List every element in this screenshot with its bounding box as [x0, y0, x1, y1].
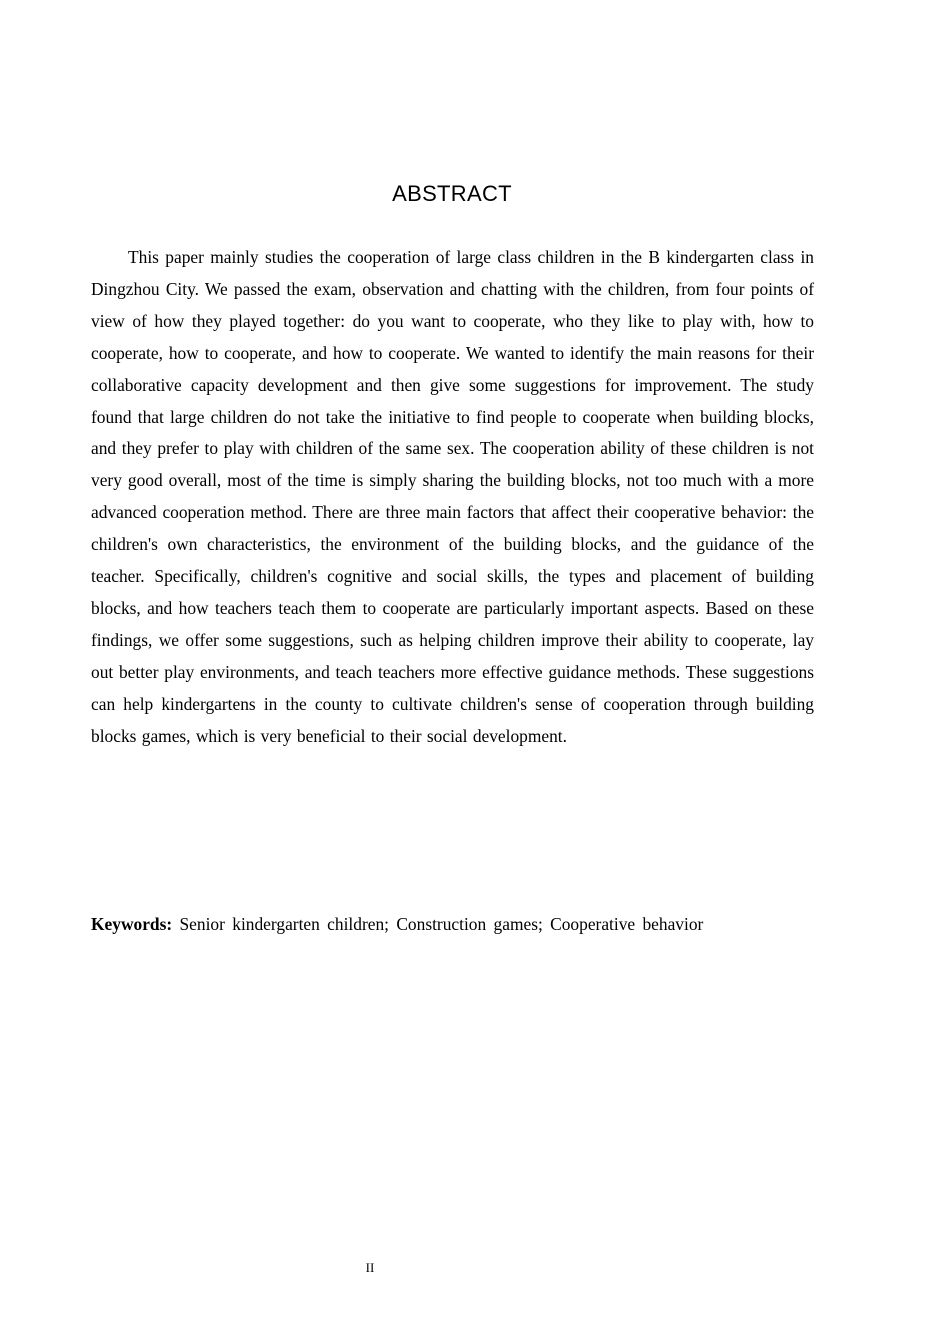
page-number: II [365, 1260, 375, 1275]
keywords-label: Keywords: [91, 914, 173, 934]
abstract-paragraph: This paper mainly studies the cooperation of large class children in the B kindergarten class in Dingzhou City. We passed the exam, observation and chatting with the children, from four points of view of how they played together: do you want to cooperate, who they like to play with, how to cooperate, how to cooperate, and how to cooperate. We wanted to identify the main reasons for their collaborative capacity development and then give some suggestions for improvement. The study found that large children do not take the initiative to find people to cooperate when building blocks, and they prefer to play with children of the same sex. The cooperation ability of these children is not very good overall, most of the time is simply sharing the building blocks, not too much with a more advanced cooperation method. There are three main factors that affect their cooperative behavior: the children's own characteristics, the environment of the building blocks, and the guidance of the teacher. Specifically, children's cognitive and social skills, the types and placement of building blocks, and how teachers teach them to cooperate are particularly important aspects. Based on these findings, we offer some suggestions, such as helping children improve their ability to cooperate, lay out better play environments, and teach teachers more effective guidance methods. These suggestions can help kindergartens in the county to cultivate children's sense of cooperation through building blocks games, which is very beneficial to their social development. [91, 247, 814, 746]
keywords-text: Senior kindergarten children; Construction games; Cooperative behavior [179, 914, 704, 934]
keywords-line [91, 909, 814, 940]
page-title: ABSTRACT [392, 181, 512, 206]
